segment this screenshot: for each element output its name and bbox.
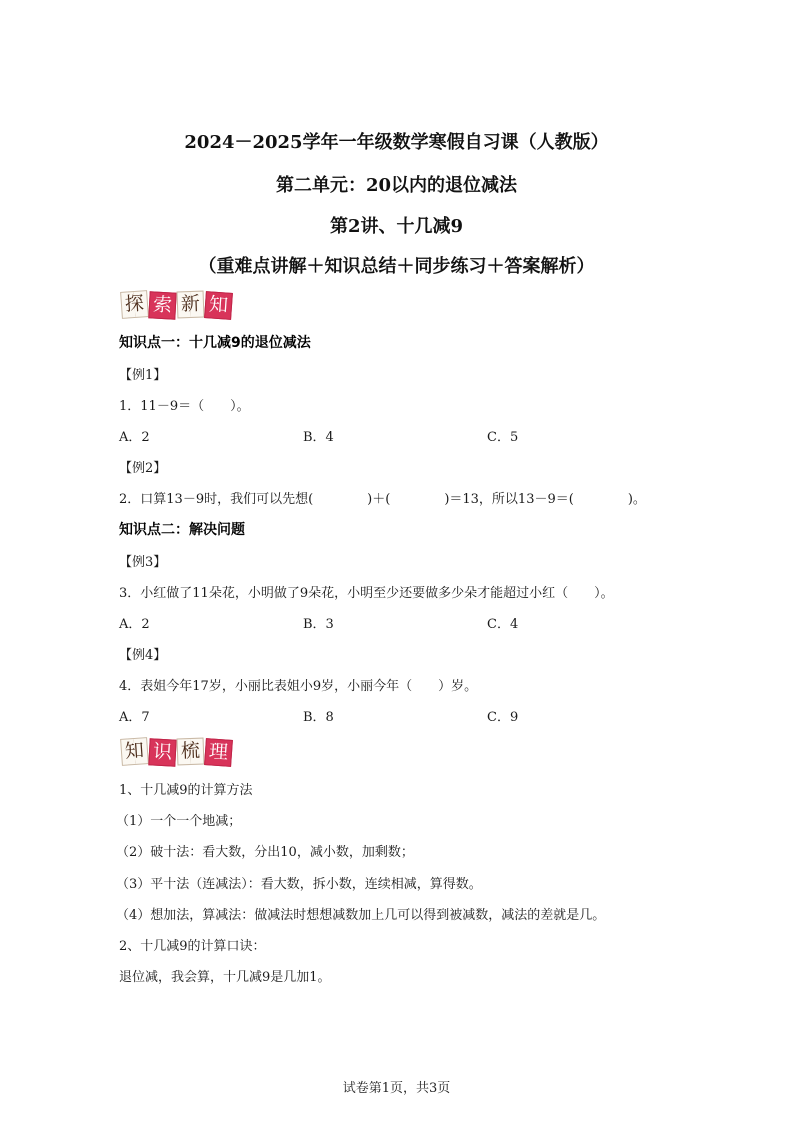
option-b-q1: B．4: [303, 430, 334, 445]
unit-title: 第二单元：20以内的退位减法: [275, 175, 518, 196]
example-label-4: 【例4】: [119, 648, 167, 663]
option-a-q1: A．2: [119, 430, 150, 445]
question-2-part3: )＝13，所以13－9＝(: [444, 492, 574, 507]
banner-char: 知: [204, 291, 233, 320]
summary-item-2-title: 2、十几减9的计算口诀：: [119, 939, 266, 954]
example-label-2: 【例2】: [119, 461, 167, 476]
method-3: （3）平十法（连减法）：看大数，拆小数，连续相减，算得数。: [116, 877, 482, 892]
banner-char: 理: [204, 738, 233, 767]
banner-char: 索: [148, 291, 176, 319]
option-b-q3: B．3: [303, 617, 334, 632]
calculation-rhyme: 退位减，我会算，十几减9是几加1。: [119, 970, 331, 985]
review-banner: [121, 734, 232, 768]
banner-char: 知: [120, 737, 149, 766]
option-c-q1: C．5: [487, 430, 519, 445]
document-title: 2024－2025学年一年级数学寒假自习课（人教版）: [184, 132, 609, 153]
summary-item-1-title: 1、十几减9的计算方法: [119, 783, 253, 798]
method-1: （1）一个一个地减；: [116, 814, 242, 829]
section-heading-2: 知识点二：解决问题: [119, 522, 245, 538]
question-2-part4: )。: [627, 492, 646, 507]
question-4: 4．表姐今年17岁，小丽比表姐小9岁，小丽今年（ ）岁。: [119, 679, 478, 694]
question-1: 1．11－9＝（ ）。: [119, 399, 250, 414]
question-2-part2: )＋(: [367, 492, 391, 507]
option-a-q4: A．7: [119, 710, 150, 725]
example-label-3: 【例3】: [119, 555, 167, 570]
question-2-part1: 2．口算13－9时，我们可以先想(: [119, 492, 314, 507]
section-heading-1: 知识点一：十几减9的退位减法: [119, 335, 311, 351]
example-label-1: 【例1】: [119, 368, 167, 383]
option-c-q3: C．4: [487, 617, 519, 632]
explore-banner: [121, 287, 232, 321]
option-b-q4: B．8: [303, 710, 334, 725]
page-footer: 试卷第1页，共3页: [342, 1081, 451, 1096]
question-2: [119, 488, 646, 507]
subtitle: （重难点讲解＋知识总结＋同步练习＋答案解析）: [198, 256, 595, 277]
method-4: （4）想加法，算减法：做减法时想想减数加上几可以得到被减数，减法的差就是几。: [116, 908, 606, 923]
lesson-title: 第2讲、十几减9: [329, 216, 464, 237]
banner-char: 识: [148, 738, 176, 766]
banner-char: 梳: [177, 737, 205, 765]
banner-char: 探: [120, 290, 149, 319]
option-c-q4: C．9: [487, 710, 519, 725]
method-2: （2）破十法：看大数，分出10，减小数，加剩数；: [116, 845, 414, 860]
option-a-q3: A．2: [119, 617, 150, 632]
question-3: 3．小红做了11朵花，小明做了9朵花，小明至少还要做多少朵才能超过小红（ ）。: [119, 586, 614, 601]
banner-char: 新: [177, 290, 205, 318]
